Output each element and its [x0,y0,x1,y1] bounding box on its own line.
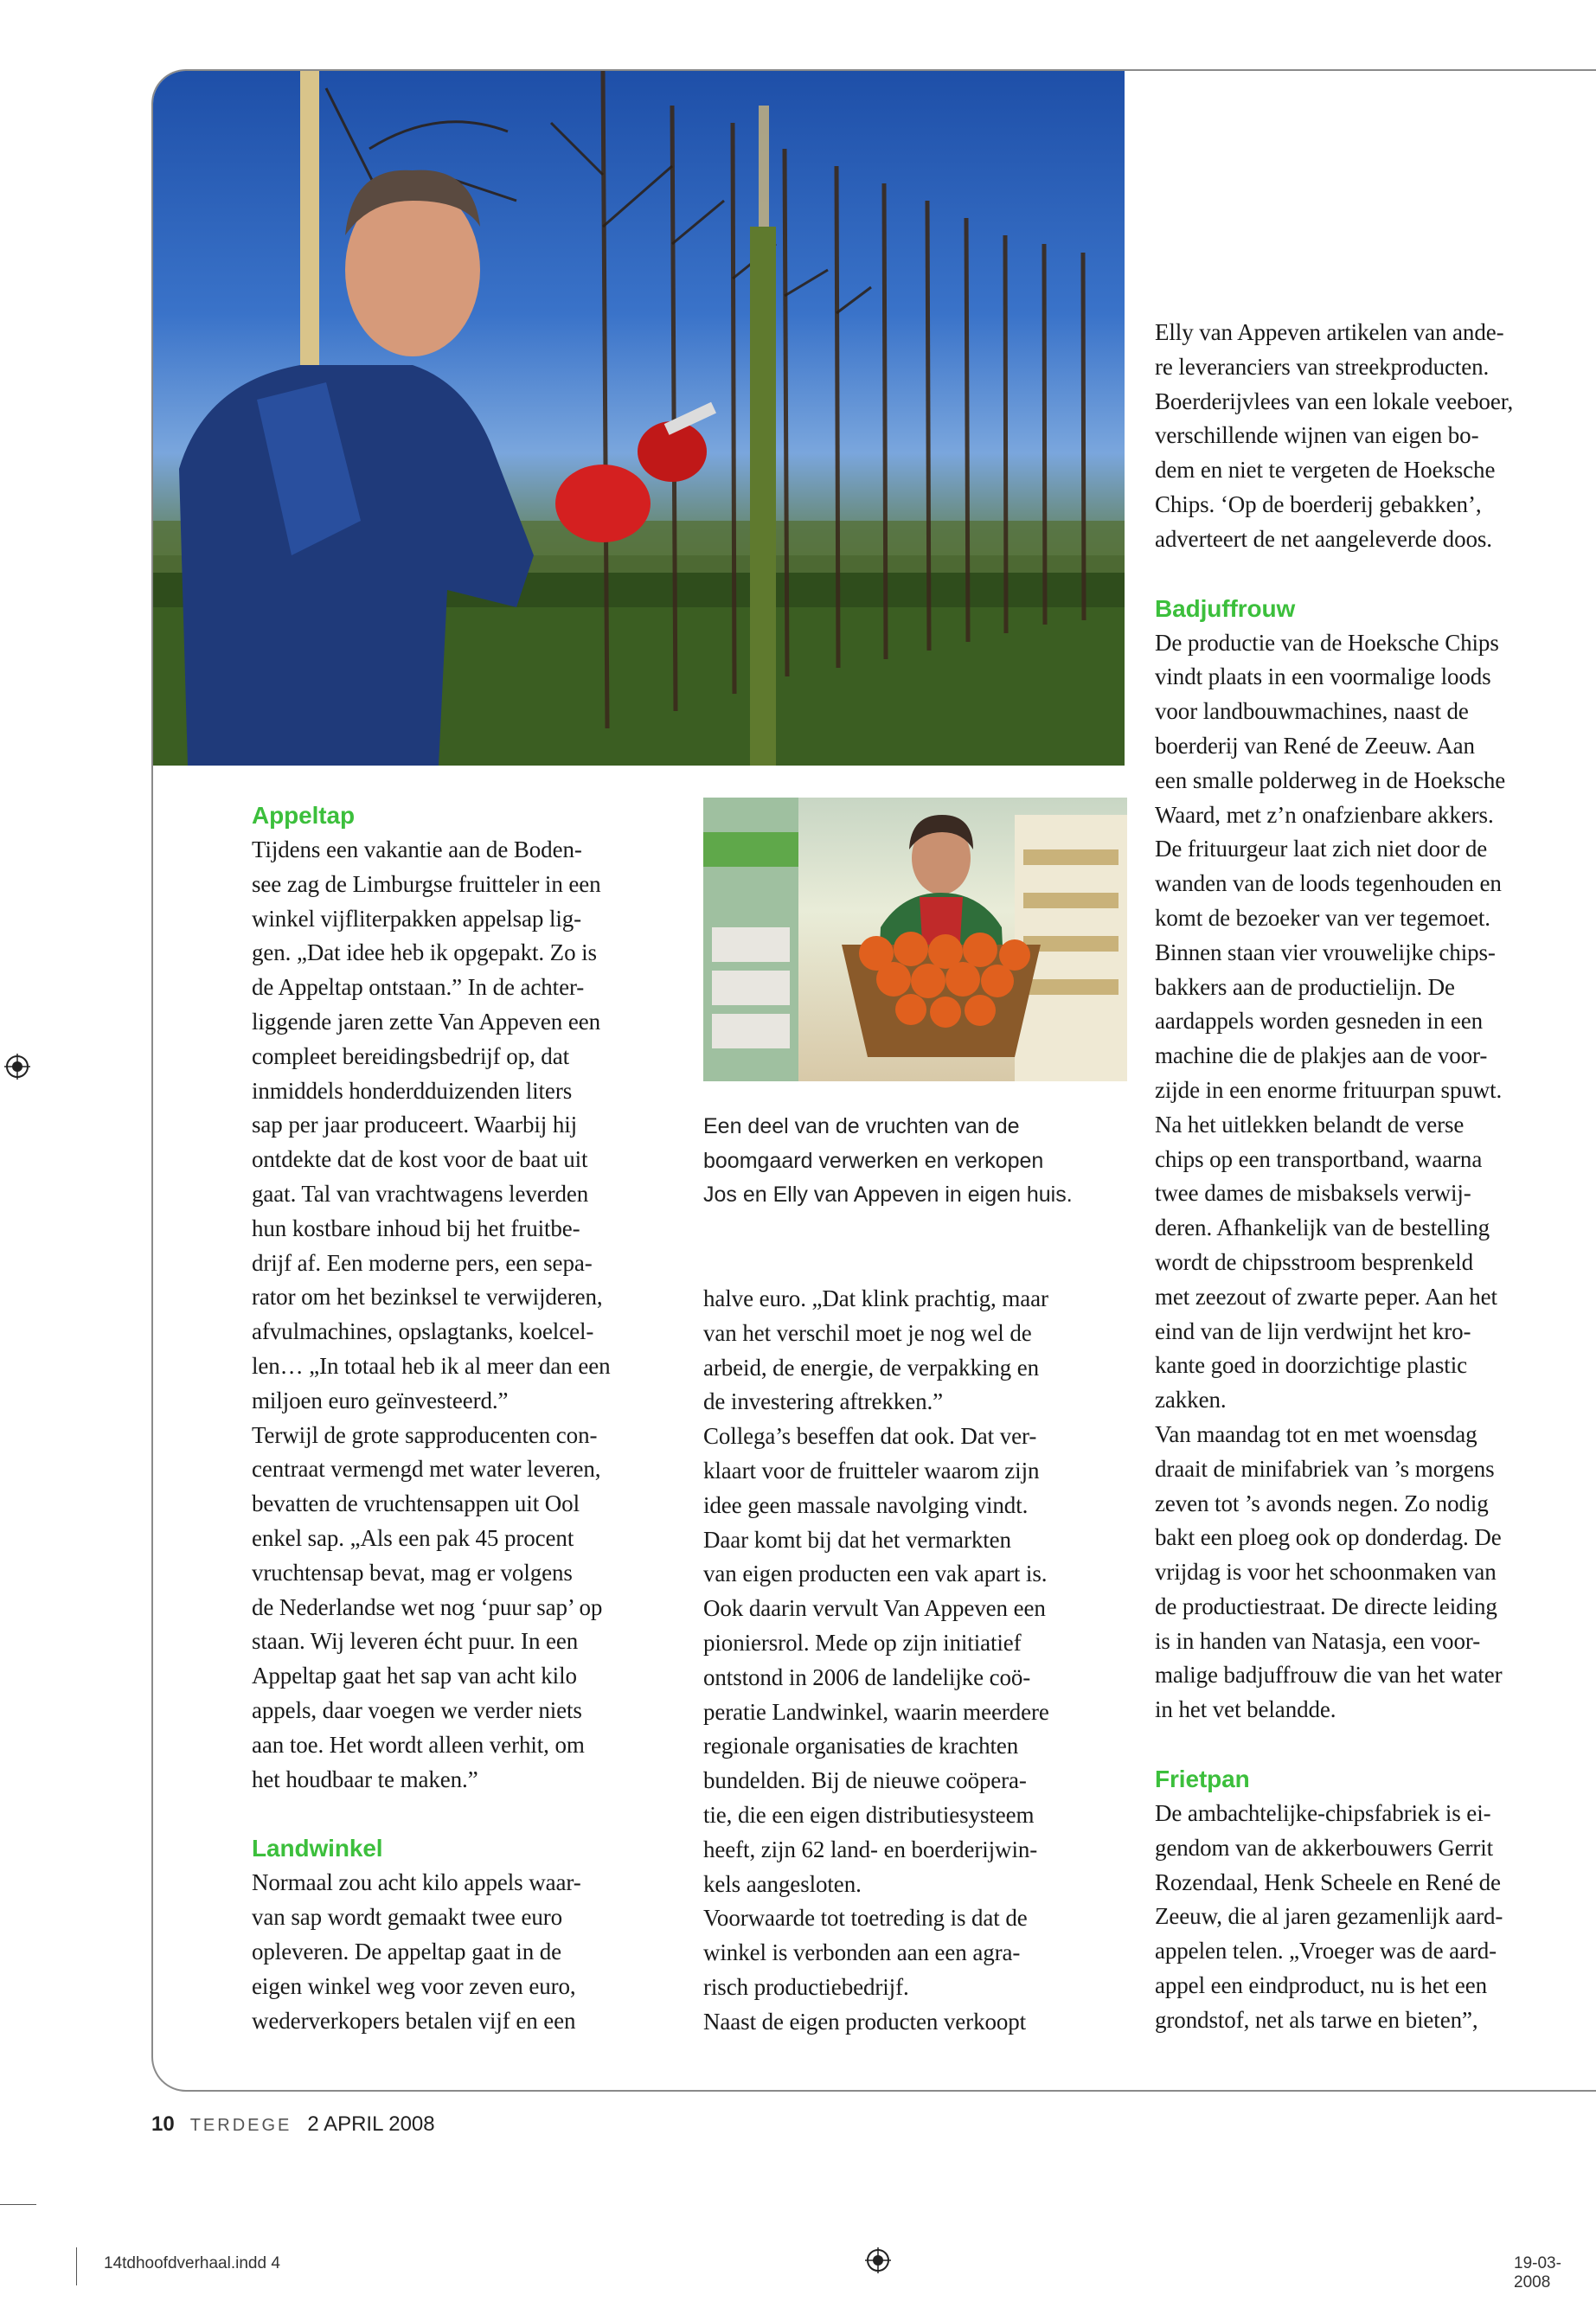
text-line: Daar komt bij dat het vermarkten [703,1526,1011,1553]
text-line: wederverkopers betalen vijf en een [252,2007,576,2034]
text-line: Binnen staan vier vrouwelijke chips- [1155,939,1496,965]
text-line: risch productiebedrijf. [703,1973,909,2000]
section-heading: Landwinkel [252,1835,383,1862]
text-line: voor landbouwmachines, naast de [1155,698,1469,725]
text-line: Collega’s beseffen dat ook. Dat ver- [703,1423,1037,1450]
text-line: centraat vermengd met water leveren, [252,1456,601,1483]
orchard-photo [153,71,1125,766]
text-line: in het vet belandde. [1155,1696,1336,1723]
text-line: eigen winkel weg voor zeven euro, [252,1972,576,1999]
text-line: de Nederlandse wet nog ‘puur sap’ op [252,1593,603,1620]
paragraph-gap [1155,557,1583,592]
text-line: ontstond in 2006 de landelijke coö- [703,1663,1031,1690]
farm-shop-illustration [703,798,1127,1081]
text-line: miljoen euro geïnvesteerd.” [252,1387,509,1413]
paragraph-gap [1155,1727,1583,1762]
text-line: Waard, met z’n onafzienbare akkers. [1155,801,1494,828]
paragraph [703,1282,1131,1420]
text-line: bundelden. Bij de nieuwe coöpera- [703,1767,1027,1794]
text-line: eind van de lijn verdwijnt het kro- [1155,1317,1471,1344]
text-line: tie, die een eigen distributiesysteem [703,1801,1035,1828]
text-line: De productie van de Hoeksche Chips [1155,629,1499,656]
section-heading: Badjuffrouw [1155,594,1296,622]
page-number: 10 [151,2112,175,2136]
paragraph [252,833,680,1419]
text-line: de productiestraat. De directe leiding [1155,1593,1497,1619]
text-line: appelen telen. „Vroeger was de aard- [1155,1938,1497,1965]
text-line: deren. Afhankelijk van de bestelling [1155,1215,1490,1241]
text-line: met zeezout of zwarte peper. Aan het [1155,1283,1497,1310]
slug-date: 19-03-2008 [1514,2254,1561,2291]
paragraph [703,1420,1131,1901]
issue-date: 2 APRIL 2008 [307,2112,435,2136]
text-line: Voorwaarde tot toetreding is dat de [703,1905,1028,1932]
text-line: de investering aftrekken.” [703,1388,944,1415]
text-line: compleet bereidingsbedrijf op, dat [252,1042,569,1069]
text-line: Normaal zou acht kilo appels waar- [252,1869,581,1896]
text-line: inmiddels honderdduizenden liters [252,1077,573,1104]
text-line: een smalle polderweg in de Hoeksche [1155,766,1506,793]
text-line: zijde in een enorme frituurpan spuwt. [1155,1076,1503,1103]
text-line: liggende jaren zette Van Appeven een [252,1008,600,1035]
text-line: afvulmachines, opslagtanks, koelcel- [252,1318,594,1345]
article-column-1 [252,798,680,2038]
paragraph [703,2005,1131,2040]
text-line: verschillende wijnen van eigen bo- [1155,422,1479,449]
article-column-2 [703,1282,1131,2040]
section-heading: Frietpan [1155,1766,1250,1793]
text-line: Terwijl de grote sapproducenten con- [252,1421,598,1448]
text-line: appel een eindproduct, nu is het een [1155,1972,1488,1999]
text-line: peratie Landwinkel, waarin meerdere [703,1698,1049,1725]
text-line: Na het uitlekken belandt de verse [1155,1111,1465,1138]
text-line: Rozendaal, Henk Scheele en René de [1155,1868,1501,1895]
caption-line: Jos en Elly van Appeven in eigen huis. [703,1183,1073,1207]
text-line: wanden van de loods tegenhouden en [1155,870,1502,897]
text-line: boerderij van René de Zeeuw. Aan [1155,732,1475,759]
text-line: sap per jaar produceert. Waarbij hij [252,1112,578,1138]
text-line: machine die de plakjes aan de voor- [1155,1042,1488,1069]
text-line: vindt plaats in een voormalige loods [1155,663,1491,690]
article-column-3 [1155,316,1583,2038]
text-line: Zeeuw, die al jaren gezamenlijk aard- [1155,1903,1503,1930]
text-line: bakkers aan de productielijn. De [1155,973,1455,1000]
text-line: twee dames de misbaksels verwij- [1155,1180,1471,1207]
text-line: kels aangesloten. [703,1870,862,1897]
text-line: ontdekte dat de kost voor de baat uit [252,1146,588,1173]
text-line: Ook daarin vervult Van Appeven een [703,1595,1046,1622]
text-line: Chips. ‘Op de boerderij gebakken’, [1155,490,1482,517]
text-line: Elly van Appeven artikelen van ande- [1155,319,1504,345]
text-line: appels, daar voegen we verder niets [252,1696,582,1723]
text-line: van eigen producten een vak apart is. [703,1561,1048,1587]
slug-filename: 14tdhoofdverhaal.indd 4 [104,2254,280,2272]
orchard-illustration [153,71,1125,766]
text-line: gaat. Tal van vrachtwagens leverden [252,1180,589,1207]
text-line: komt de bezoeker van ver tegemoet. [1155,904,1490,931]
text-line: arbeid, de energie, de verpakking en [703,1354,1039,1381]
paragraph-gap [252,1797,680,1831]
text-line: winkel is verbonden aan een agra- [703,1939,1021,1966]
paragraph [703,1901,1131,2004]
paragraph [252,1419,680,1798]
text-line: zakken. [1155,1387,1227,1413]
paragraph [1155,1418,1583,1727]
farm-shop-photo [703,798,1127,1081]
caption-line: boomgaard verwerken en verkopen [703,1148,1044,1173]
paragraph [1155,626,1583,1418]
text-line: dem en niet te vergeten de Hoeksche [1155,457,1496,484]
text-line: opleveren. De appeltap gaat in de [252,1938,562,1965]
text-line: gendom van de akkerbouwers Gerrit [1155,1834,1494,1861]
paragraph [252,1866,680,2038]
text-line: hun kostbare inhoud bij het fruitbe- [252,1215,580,1241]
text-line: Van maandag tot en met woensdag [1155,1420,1477,1447]
text-line: idee geen massale navolging vindt. [703,1491,1029,1518]
text-line: Tijdens een vakantie aan de Boden- [252,836,582,862]
text-line: draait de minifabriek van ’s morgens [1155,1455,1495,1482]
magazine-name: TERDEGE [189,2116,292,2135]
text-line: aardappels worden gesneden in een [1155,1008,1484,1035]
text-line: chips op een transportband, waarna [1155,1145,1483,1172]
text-line: bevatten de vruchtensappen uit Ool [252,1490,580,1517]
text-line: Naast de eigen producten verkoopt [703,2008,1027,2035]
text-line: rator om het bezinksel te verwijderen, [252,1284,603,1311]
text-line: klaart voor de fruitteler waarom zijn [703,1457,1040,1484]
text-line: pioniersrol. Mede op zijn initiatief [703,1629,1022,1656]
text-line: halve euro. „Dat klink prachtig, maar [703,1285,1048,1311]
text-line: de Appeltap ontstaan.” In de achter- [252,974,585,1001]
text-line: bakt een ploeg ook op donderdag. De [1155,1524,1502,1551]
text-line: het houdbaar te maken.” [252,1766,478,1792]
text-line: re leveranciers van streekproducten. [1155,353,1490,380]
text-line: len… „In totaal heb ik al meer dan een [252,1352,611,1379]
text-line: vruchtensap bevat, mag er volgens [252,1559,573,1586]
caption-line: Een deel van de vruchten van de [703,1114,1020,1138]
text-line: wordt de chipsstroom besprenkeld [1155,1248,1473,1275]
text-line: De frituurgeur laat zich niet door de [1155,836,1488,862]
registration-mark-icon [4,1054,30,1080]
text-line: grondstof, net als tarwe en bieten”, [1155,2006,1478,2033]
text-line: enkel sap. „Als een pak 45 procent [252,1524,574,1551]
text-line: regionale organisaties de krachten [703,1733,1019,1759]
photo-caption [703,1110,1136,1213]
crop-mark [76,2247,77,2285]
text-line: drijf af. Een moderne pers, een sepa- [252,1249,593,1276]
section-heading: Appeltap [252,802,355,829]
paragraph [1155,316,1583,557]
text-line: staan. Wij leveren écht puur. In een [252,1628,579,1655]
text-line: De ambachtelijke-chipsfabriek is ei- [1155,1800,1491,1827]
text-line: kante goed in doorzichtige plastic [1155,1352,1467,1379]
text-line: van het verschil moet je nog wel de [703,1319,1032,1346]
registration-mark-icon [865,2247,891,2273]
text-line: adverteert de net aangeleverde doos. [1155,525,1492,552]
paragraph [1155,1797,1583,2038]
text-line: malige badjuffrouw die van het water [1155,1662,1503,1689]
text-line: aan toe. Het wordt alleen verhit, om [252,1731,585,1758]
text-line: see zag de Limburgse fruitteler in een [252,870,601,897]
text-line: Appeltap gaat het sap van acht kilo [252,1663,577,1689]
text-line: gen. „Dat idee heb ik opgepakt. Zo is [252,939,597,966]
text-line: is in handen van Natasja, een voor- [1155,1627,1481,1654]
text-line: winkel vijfliterpakken appelsap lig- [252,905,582,932]
text-line: zeven tot ’s avonds negen. Zo nodig [1155,1490,1489,1516]
crop-mark [0,2204,36,2205]
text-line: Boerderijvlees van een lokale veeboer, [1155,388,1514,414]
page-footer [151,2112,435,2137]
text-line: vrijdag is voor het schoonmaken van [1155,1559,1497,1586]
text-line: heeft, zijn 62 land- en boerderijwin- [703,1836,1038,1862]
text-line: van sap wordt gemaakt twee euro [252,1904,563,1931]
